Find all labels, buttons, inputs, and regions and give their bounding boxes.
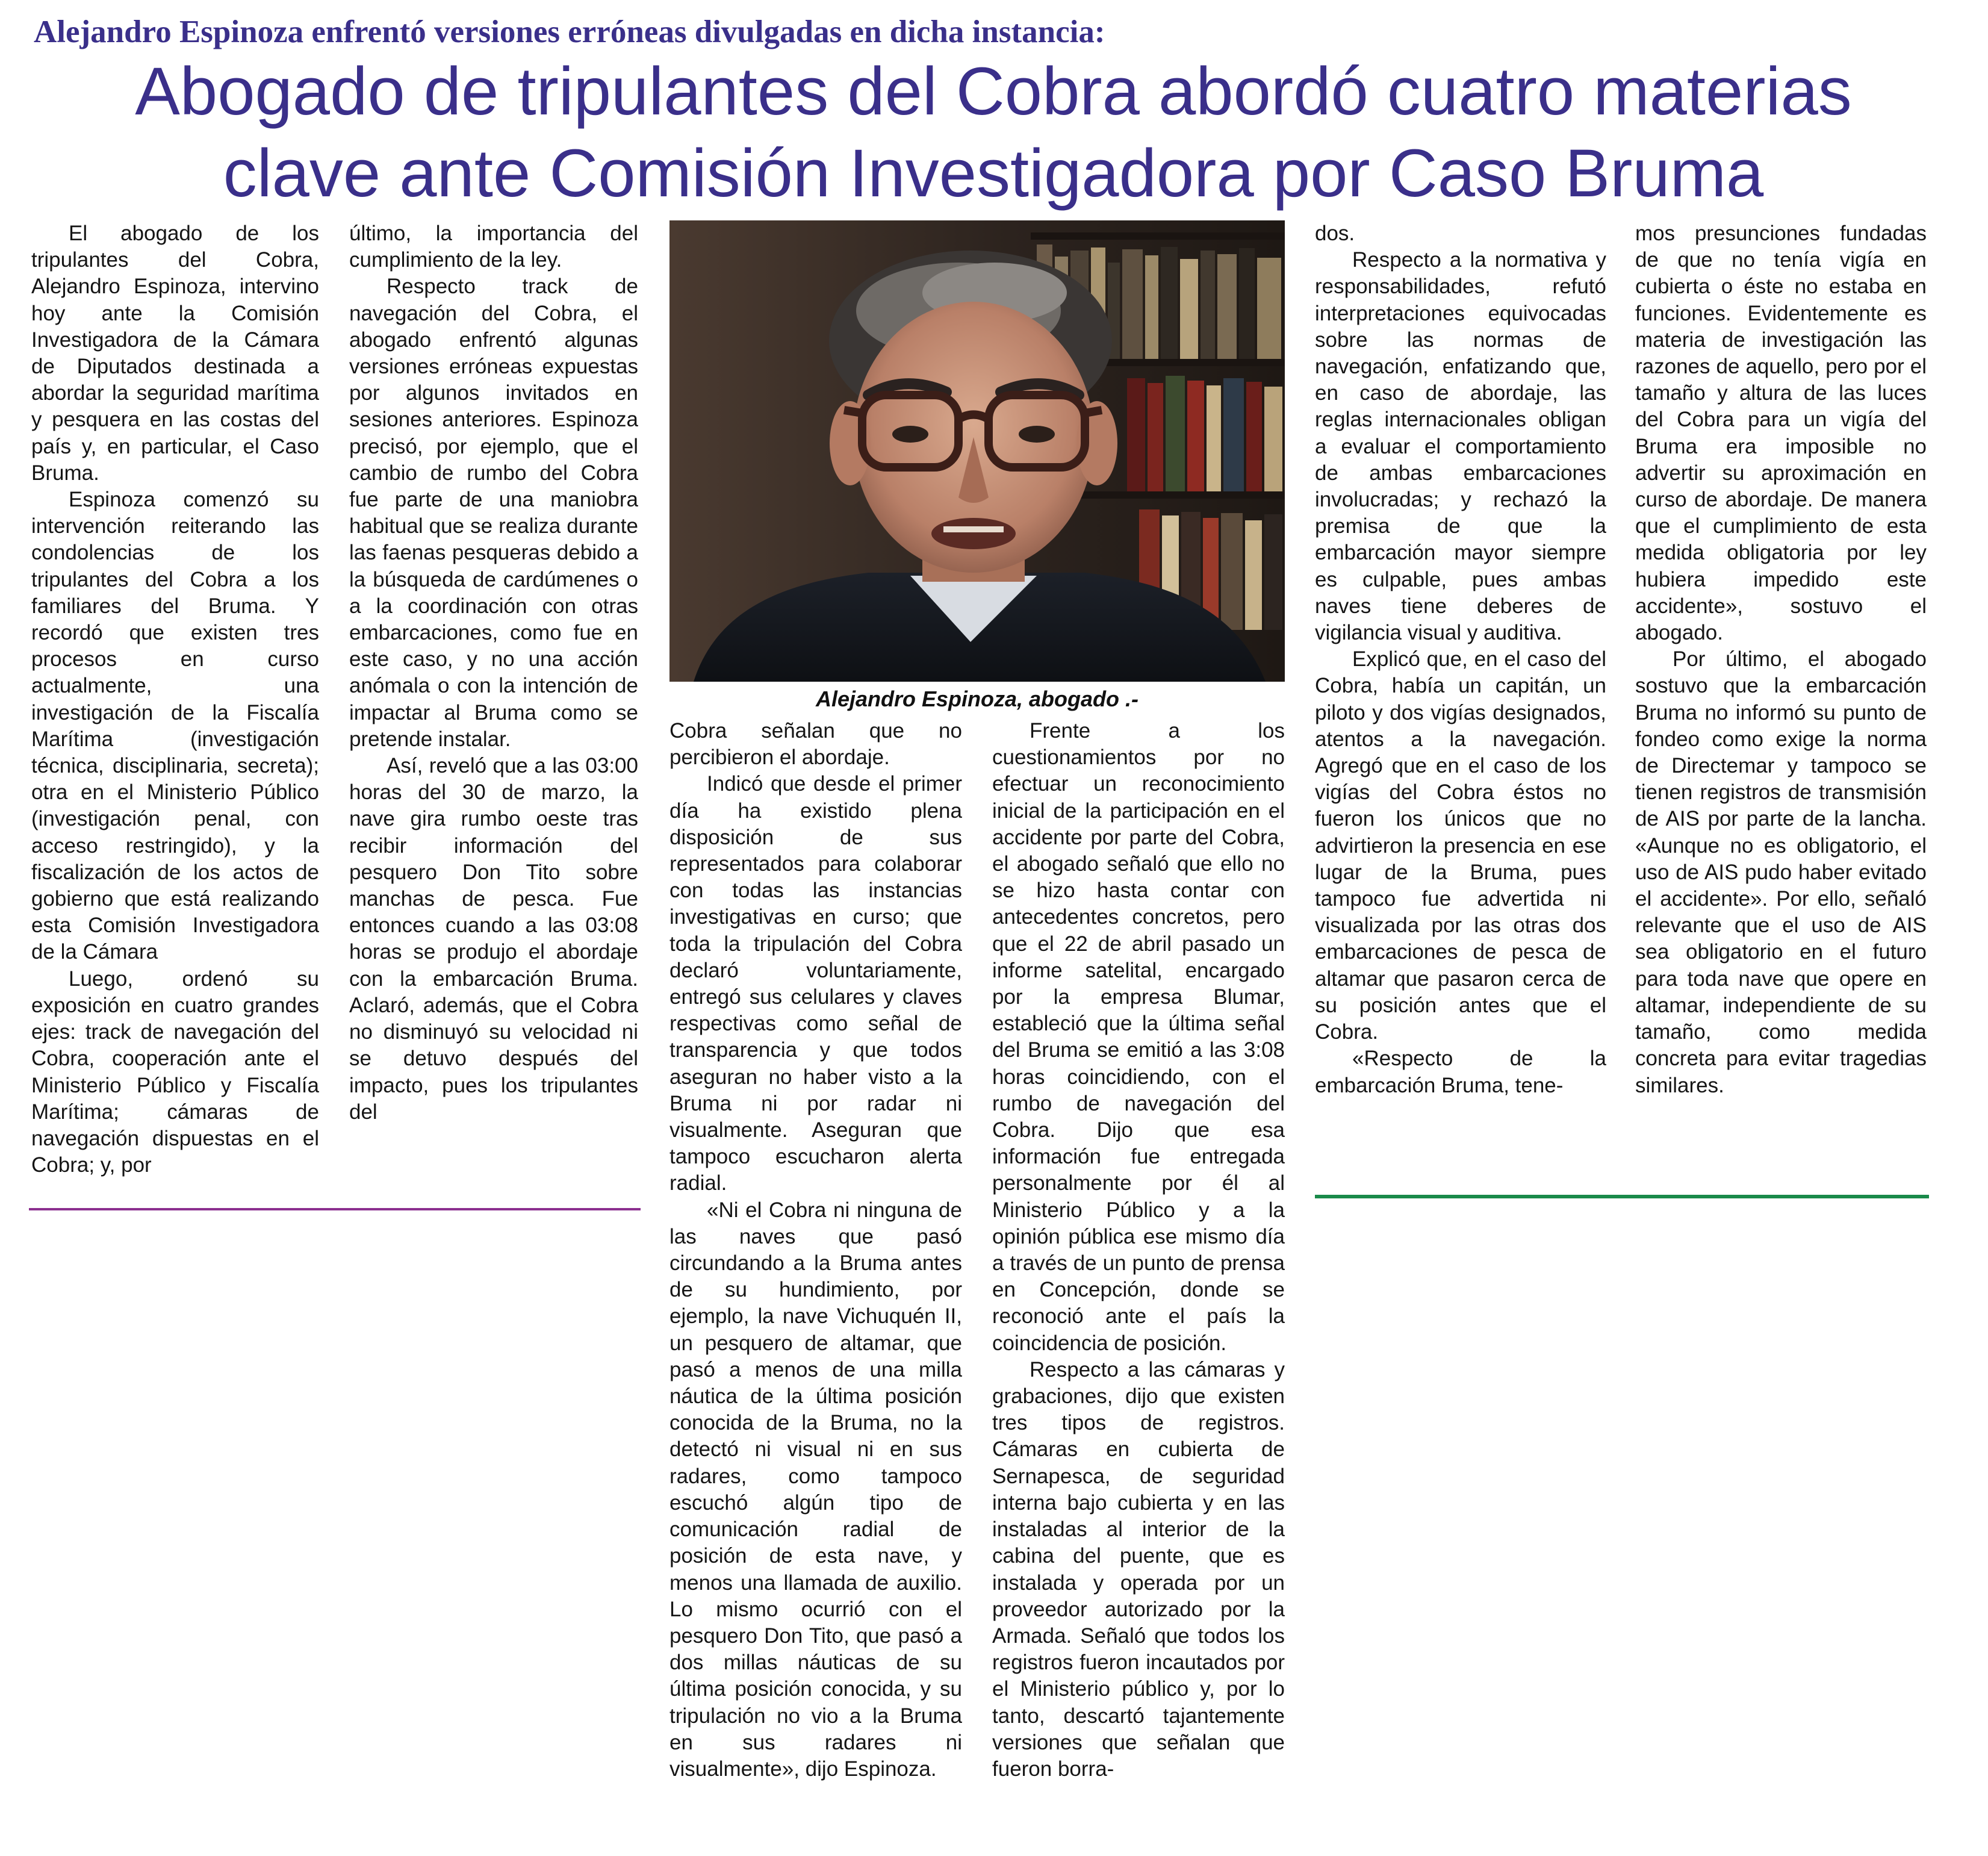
- paragraph: Cobra señalan que no percibieron el abordaje.: [669, 719, 962, 770]
- column-1: [31, 220, 319, 1184]
- mouth: [931, 518, 1016, 549]
- paragraph: Respecto track de navegación del Cobra, el abogado enfrentó algunas versiones erróneas expuestas por algunos invitados en sesiones anteriores. Espinoza precisó, por ejemplo, que el cambio de rumbo del Cobra fue parte de una maniobra habitual que se realiza durante las faenas pesqueras debido a la búsqueda de cardúmenes o a la coordinación con otras embarcaciones, como fue en este caso, y no una acción anómala o con la intención de impactar al Bruma como se pretende instalar.: [349, 275, 638, 751]
- portrait-photo-illustration: [669, 220, 1285, 682]
- paragraph: Respecto a las cámaras y grabaciones, dijo que existen tres tipos de registros. Cámaras en cubierta de Sernapesca, de seguridad interna bajo cubierta y en las instaladas al interior de la cabina del puente, que es instalada y operada por un proveedor autorizado por la Armada. Señaló que todos los registros fueron incautados por el Ministerio público y, por lo tanto, descartó tajantemente versiones que señalan que fueron borra-: [992, 1357, 1285, 1781]
- paragraph: Frente a los cuestionamientos por no efectuar un reconocimiento inicial de la participación en el accidente por parte del Cobra, el abogado señaló que ello no se hizo hasta contar con antecedentes concretos, pero que el 22 de abril pasado un informe satelital, encargado por la empresa Blumar, estableció que la última señal del Bruma se emitió a las 3:08 horas coincidiendo, con el rumbo de navegación del Cobra. Dijo que esa información fue entregada personalmente por él al Ministerio Público y a la opinión pública ese mismo día a través de un punto de prensa en Concepción, donde se reconoció ante el país la coincidencia de posición.: [992, 719, 1285, 1355]
- column-2: [349, 220, 638, 1184]
- paragraph: último, la importancia del cumplimiento de la ley.: [349, 222, 638, 272]
- divider-rule-right: [1315, 1195, 1929, 1198]
- kicker: Alejandro Espinoza enfrentó versiones erróneas divulgadas en dicha instancia:: [34, 14, 1105, 49]
- paragraph: Espinoza comenzó su intervención reiterando las condolencias de los tripulantes del Cobra a los familiares del Bruma. Y recordó que existen tres procesos en curso actualmente, una investigación de la Fiscalía Marítima (investigación técnica, disciplinaria, secreta); otra en el Ministerio Público (investigación penal, con acceso restringido), y la fiscalización de los actos de gobierno que está realizando esta Comisión Investigadora de la Cámara: [31, 488, 319, 964]
- column-4: [992, 718, 1285, 1850]
- headline-line-1: Abogado de tripulantes del Cobra abordó cuatro materias: [135, 54, 1852, 129]
- paragraph: dos.: [1315, 222, 1355, 245]
- article-photo: [669, 220, 1285, 682]
- paragraph: Así, reveló que a las 03:00 horas del 30 de marzo, la nave gira rumbo oeste tras recibir información del pesquero Don Tito sobre manchas de pesca. Fue entonces cuando a las 03:08 horas se produjo el abordaje con la embarcación Bruma. Aclaró, además, que el Cobra no disminuyó su velocidad ni se detuvo después del impacto, pues los tripulantes del: [349, 754, 638, 1124]
- paragraph: Respecto a la normativa y responsabilidades, refutó interpretaciones equivocadas sobre las normas de navegación, enfatizando que, en caso de abordaje, las reglas internacionales obligan a evaluar el comportamiento de ambas embarcaciones involucradas; y rechazó la premisa de que la embarcación mayor siempre es culpable, pues ambas naves tiene deberes de vigilancia visual y auditiva.: [1315, 248, 1606, 645]
- paragraph: «Ni el Cobra ni ninguna de las naves que pasó circundando a la Bruma antes de su hundimiento, por ejemplo, la nave Vichuquén II, un pesquero de altamar, que pasó a menos de una milla náutica de la última posición conocida de la Bruma, no la detectó ni visual ni en sus radares, como tampoco escuchó algún tipo de comunicación radial de posición de esta nave, y menos una llamada de auxilio. Lo mismo ocurrió con el pesquero Don Tito, que pasó a dos millas náuticas de su última posición conocida, y su tripulación no vio a la Bruma en sus radares ni visualmente», dijo Espinoza.: [669, 1198, 962, 1781]
- column-5: [1315, 220, 1606, 1184]
- paragraph: Indicó que desde el primer día ha existido plena disposición de sus representados para colaborar con todas las instancias investigativas en curso; que toda la tripulación del Cobra declaró voluntariamente, entregó sus celulares y claves respectivas como señal de transparencia y que todos aseguran no haber visto a la Bruma ni por radar ni visualmente. Aseguran que tampoco escucharon alerta radial.: [669, 772, 962, 1195]
- paragraph: Luego, ordenó su exposición en cuatro grandes ejes: track de navegación del Cobra, cooperación ante el Ministerio Público y Fiscalía Marítima; cámaras de navegación dispuestas en el Cobra; y, por: [31, 967, 319, 1177]
- paragraph: «Respecto de la embarcación Bruma, tene-: [1315, 1047, 1606, 1097]
- column-6: [1635, 220, 1927, 1184]
- column-3: [669, 718, 962, 1850]
- paragraph: mos presunciones fundadas de que no tenía vigía en cubierta o éste no estaba en funciones. Evidentemente es materia de investigación las razones de aquello, pero por el tamaño y altura de las luces del Cobra para un vigía del Bruma era imposible no advertir su aproximación en curso de abordaje. De manera que el cumplimiento de esta medida obligatoria por ley hubiera impedido este accidente», sostuvo el abogado.: [1635, 222, 1927, 645]
- paragraph: Explicó que, en el caso del Cobra, había un capitán, un piloto y dos vigías designados, atentos a la navegación. Agregó que en el caso de los vigías del Cobra éstos no fueron los únicos que no advirtieron la presencia en ese lugar de la Bruma, pues tampoco fue advertida ni visualizada por las otras dos embarcaciones de pesca de altamar que pasaron cerca de su posición antes que el Cobra.: [1315, 647, 1606, 1044]
- photo-caption: Alejandro Espinoza, abogado .-: [815, 687, 1139, 711]
- paragraph: El abogado de los tripulantes del Cobra, Alejandro Espinoza, intervino hoy ante la Comisión Investigadora de la Cámara de Diputados destinada a abordar la seguridad marítima y pesquera en las costas del país y, en particular, el Caso Bruma.: [31, 222, 319, 485]
- divider-rule-left: [29, 1208, 641, 1210]
- headline: [24, 51, 1963, 214]
- headline-line-2: clave ante Comisión Investigadora por Caso Bruma: [223, 135, 1764, 211]
- paragraph: Por último, el abogado sostuvo que la embarcación Bruma no informó su punto de fondeo como exige la norma de Directemar y tampoco se tienen registros de transmisión de AIS por parte de la lancha. «Aunque no es obligatorio, el uso de AIS pudo haber evitado el accidente». Por ello, señaló relevante que el uso de AIS sea obligatorio en el futuro para toda nave que opere en altamar, independiente de su tamaño, como medida concreta para evitar tragedias similares.: [1635, 647, 1927, 1097]
